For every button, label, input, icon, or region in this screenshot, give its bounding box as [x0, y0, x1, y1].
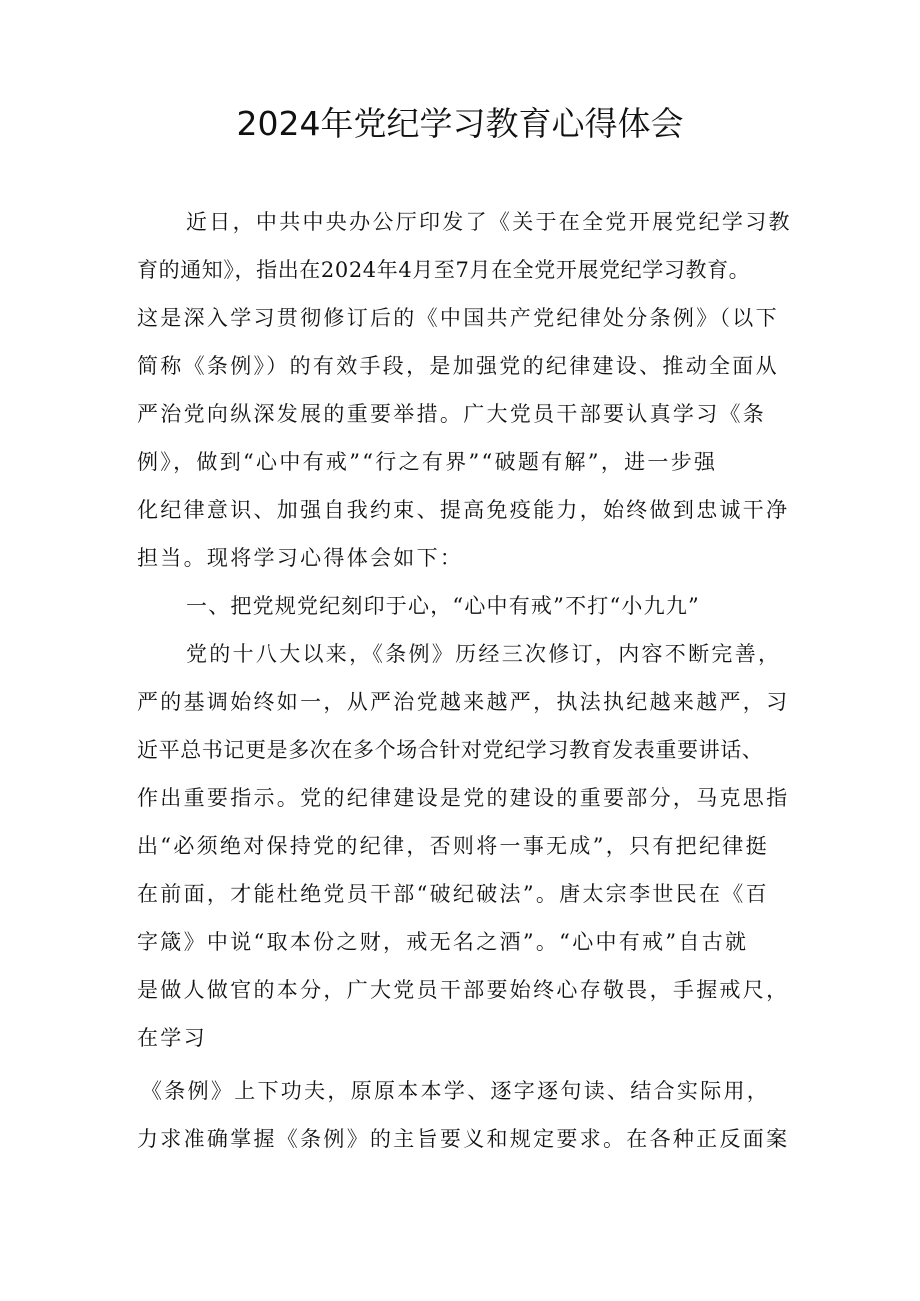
paragraph-line: 简称《条例》）的有效手段，是加强党的纪律建设、推动全面从: [137, 354, 779, 378]
paragraph-line: 《条例》上下功夫，原原本本学、逐字逐句读、结合实际用，: [141, 1079, 771, 1103]
paragraph-line: 在学习: [137, 1026, 207, 1050]
paragraph-line: 育的通知》，指出在2024年4月至7月在全党开展党纪学习教育。: [137, 258, 751, 282]
paragraph-line: 出“必须绝对保持党的纪律，否则将一事无成”，只有把纪律挺: [137, 834, 769, 858]
paragraph-line: 这是深入学习贯彻修订后的《中国共产党纪律处分条例》（以下: [137, 306, 779, 330]
section-heading: 一、把党规党纪刻印于心，“心中有戒”不打“小九九”: [186, 594, 700, 618]
paragraph-line: 作出重要指示。党的纪律建设是党的建设的重要部分，马克思指: [137, 786, 790, 810]
paragraph-line: 是做人做官的本分，广大党员干部要始终心存敬畏，手握戒尺，: [137, 978, 790, 1002]
paragraph-line: 严治党向纵深发展的重要举措。广大党员干部要认真学习《条: [137, 402, 767, 426]
paragraph-line: 党的十八大以来，《条例》历经三次修订，内容不断完善，: [186, 642, 782, 666]
document-title: 2024年党纪学习教育心得体会: [236, 104, 684, 143]
paragraph-line: 化纪律意识、加强自我约束、提高免疫能力，始终做到忠诚干净: [137, 498, 790, 522]
paragraph-line: 严的基调始终如一，从严治党越来越严，执法执纪越来越严，习: [137, 690, 790, 714]
paragraph-line: 近日，中共中央办公厅印发了《关于在全党开展党纪学习教: [186, 210, 792, 234]
paragraph-line: 例》，做到“心中有戒”“行之有界”“破题有解”，进一步强: [137, 450, 718, 474]
paragraph-line: 担当。现将学习心得体会如下：: [137, 546, 464, 570]
paragraph-line: 力求准确掌握《条例》的主旨要义和规定要求。在各种正反面案: [137, 1127, 790, 1151]
paragraph-line: 字箴》中说“取本份之财，戒无名之酒”。“心中有戒”自古就: [137, 930, 749, 954]
paragraph-line: 在前面，才能杜绝党员干部“破纪破法”。唐太宗李世民在《百: [137, 882, 769, 906]
paragraph-line: 近平总书记更是多次在多个场合针对党纪学习教育发表重要讲话、: [137, 738, 764, 762]
